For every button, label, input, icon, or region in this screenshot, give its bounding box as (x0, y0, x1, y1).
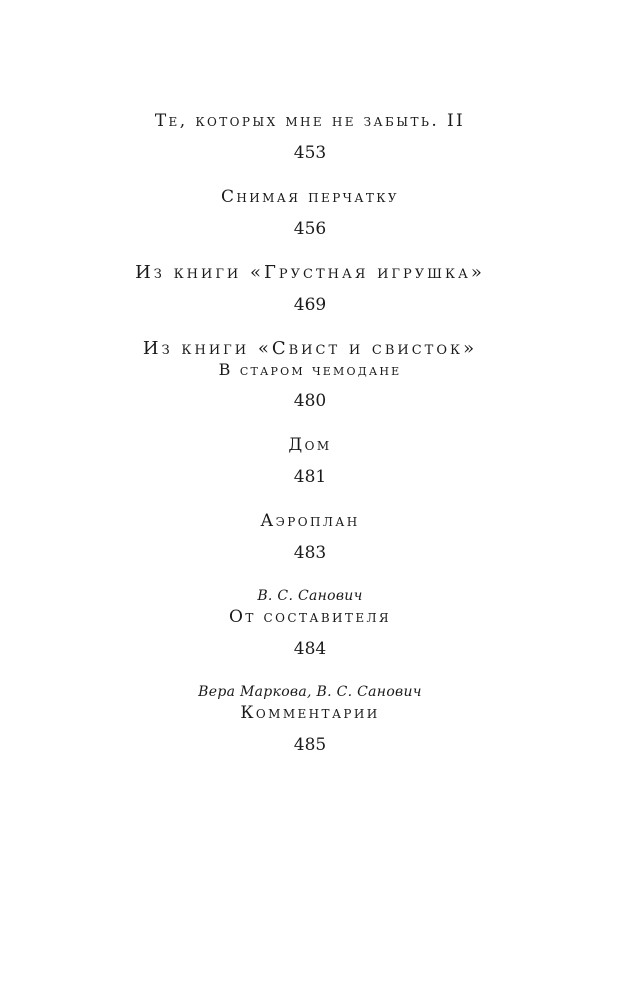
toc-entry-page-number: 456 (293, 219, 327, 239)
toc-entry (0, 110, 620, 164)
toc-entry-page-number: 485 (293, 735, 327, 755)
toc-entry-title: Те, которых мне не забыть. II (154, 111, 466, 131)
toc-entry (0, 338, 620, 412)
toc-entry (0, 586, 620, 660)
toc-entry-author: Вера Маркова, В. С. Санович (198, 684, 422, 700)
toc-entry-page-number: 484 (293, 639, 327, 659)
toc-entry-title: От составителя (229, 607, 391, 627)
toc-entry-title: Комментарии (240, 703, 380, 723)
toc-entry-page-number: 480 (293, 391, 327, 411)
toc-entry (0, 682, 620, 756)
toc-entry-page-number: 483 (293, 543, 327, 563)
toc-entry-page-number: 453 (293, 143, 327, 163)
toc-entry-page-number: 481 (293, 467, 327, 487)
toc-entry (0, 510, 620, 564)
toc-entry-title: Дом (288, 435, 332, 455)
toc-entry-title: Из книги «Свист и свисток» (142, 338, 478, 359)
toc-entry-author: В. С. Санович (257, 588, 363, 604)
toc-entry (0, 434, 620, 488)
toc-entry (0, 262, 620, 316)
toc-entry-title: Из книги «Грустная игрушка» (135, 262, 485, 283)
toc-entry (0, 186, 620, 240)
toc-entry-title: Снимая перчатку (220, 187, 400, 207)
toc-entry-subtitle: В старом чемодане (218, 360, 402, 379)
toc-entry-title: Аэроплан (260, 511, 360, 531)
toc-entry-page-number: 469 (293, 295, 327, 315)
table-of-contents (0, 110, 620, 756)
